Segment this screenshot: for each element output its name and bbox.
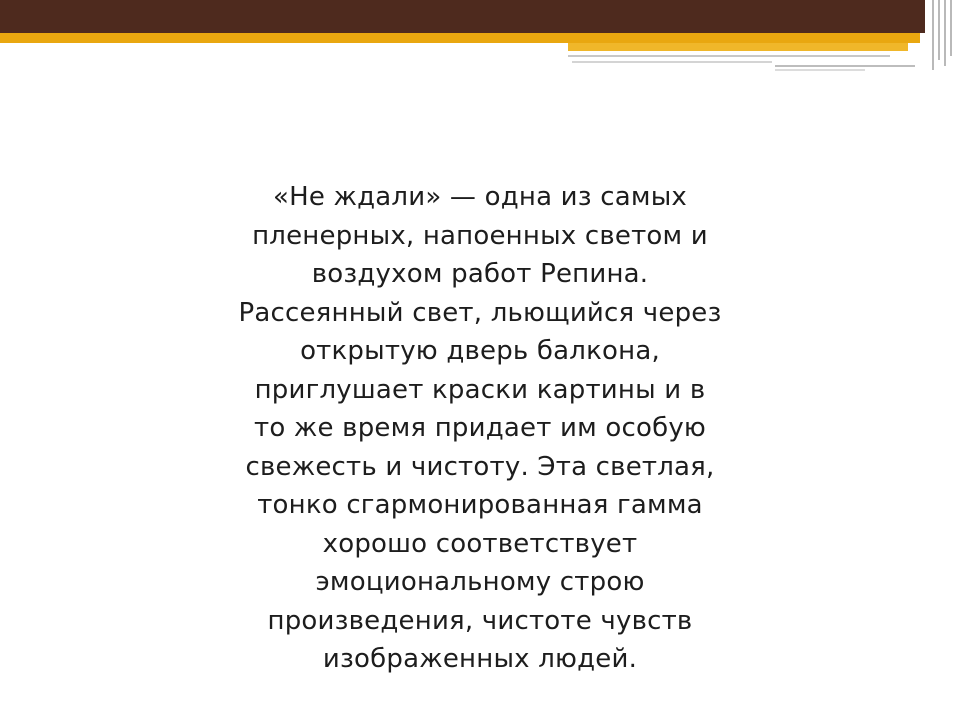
decorative-line	[932, 0, 934, 70]
decorative-line	[572, 61, 772, 63]
decorative-line	[944, 0, 946, 66]
text-line: произведения, чистоте чувств	[267, 605, 693, 636]
text-line: воздухом работ Репина.	[311, 259, 649, 289]
header-bar	[0, 0, 925, 33]
text-line: хорошо соответствует	[322, 528, 638, 559]
text-line: пленерных, напоенных светом и	[252, 220, 708, 251]
text-line: приглушает краски картины и в	[254, 374, 706, 405]
text-line: изображенных людей.	[322, 644, 638, 674]
header-accent-strip	[0, 33, 920, 43]
text-line: тонко сгармонированная гамма	[257, 490, 703, 520]
text-line: открытую дверь балкона,	[300, 336, 660, 366]
slide-body-text	[170, 178, 790, 679]
header-accent-strip-secondary	[568, 43, 908, 51]
decorative-line	[950, 0, 952, 56]
text-line: свежесть и чистоту. Эта светлая,	[245, 451, 715, 482]
decorative-line	[775, 69, 865, 71]
text-line: то же время придает им особую	[253, 413, 707, 443]
text-line: Рассеянный свет, льющийся через	[238, 297, 722, 328]
text-line: «Не ждали» — одна из самых	[272, 182, 688, 212]
decorative-line	[775, 65, 915, 67]
text-line: эмоциональному строю	[315, 567, 645, 597]
decorative-line	[938, 0, 940, 60]
decorative-vertical-lines	[928, 0, 960, 70]
decorative-line	[568, 55, 890, 57]
